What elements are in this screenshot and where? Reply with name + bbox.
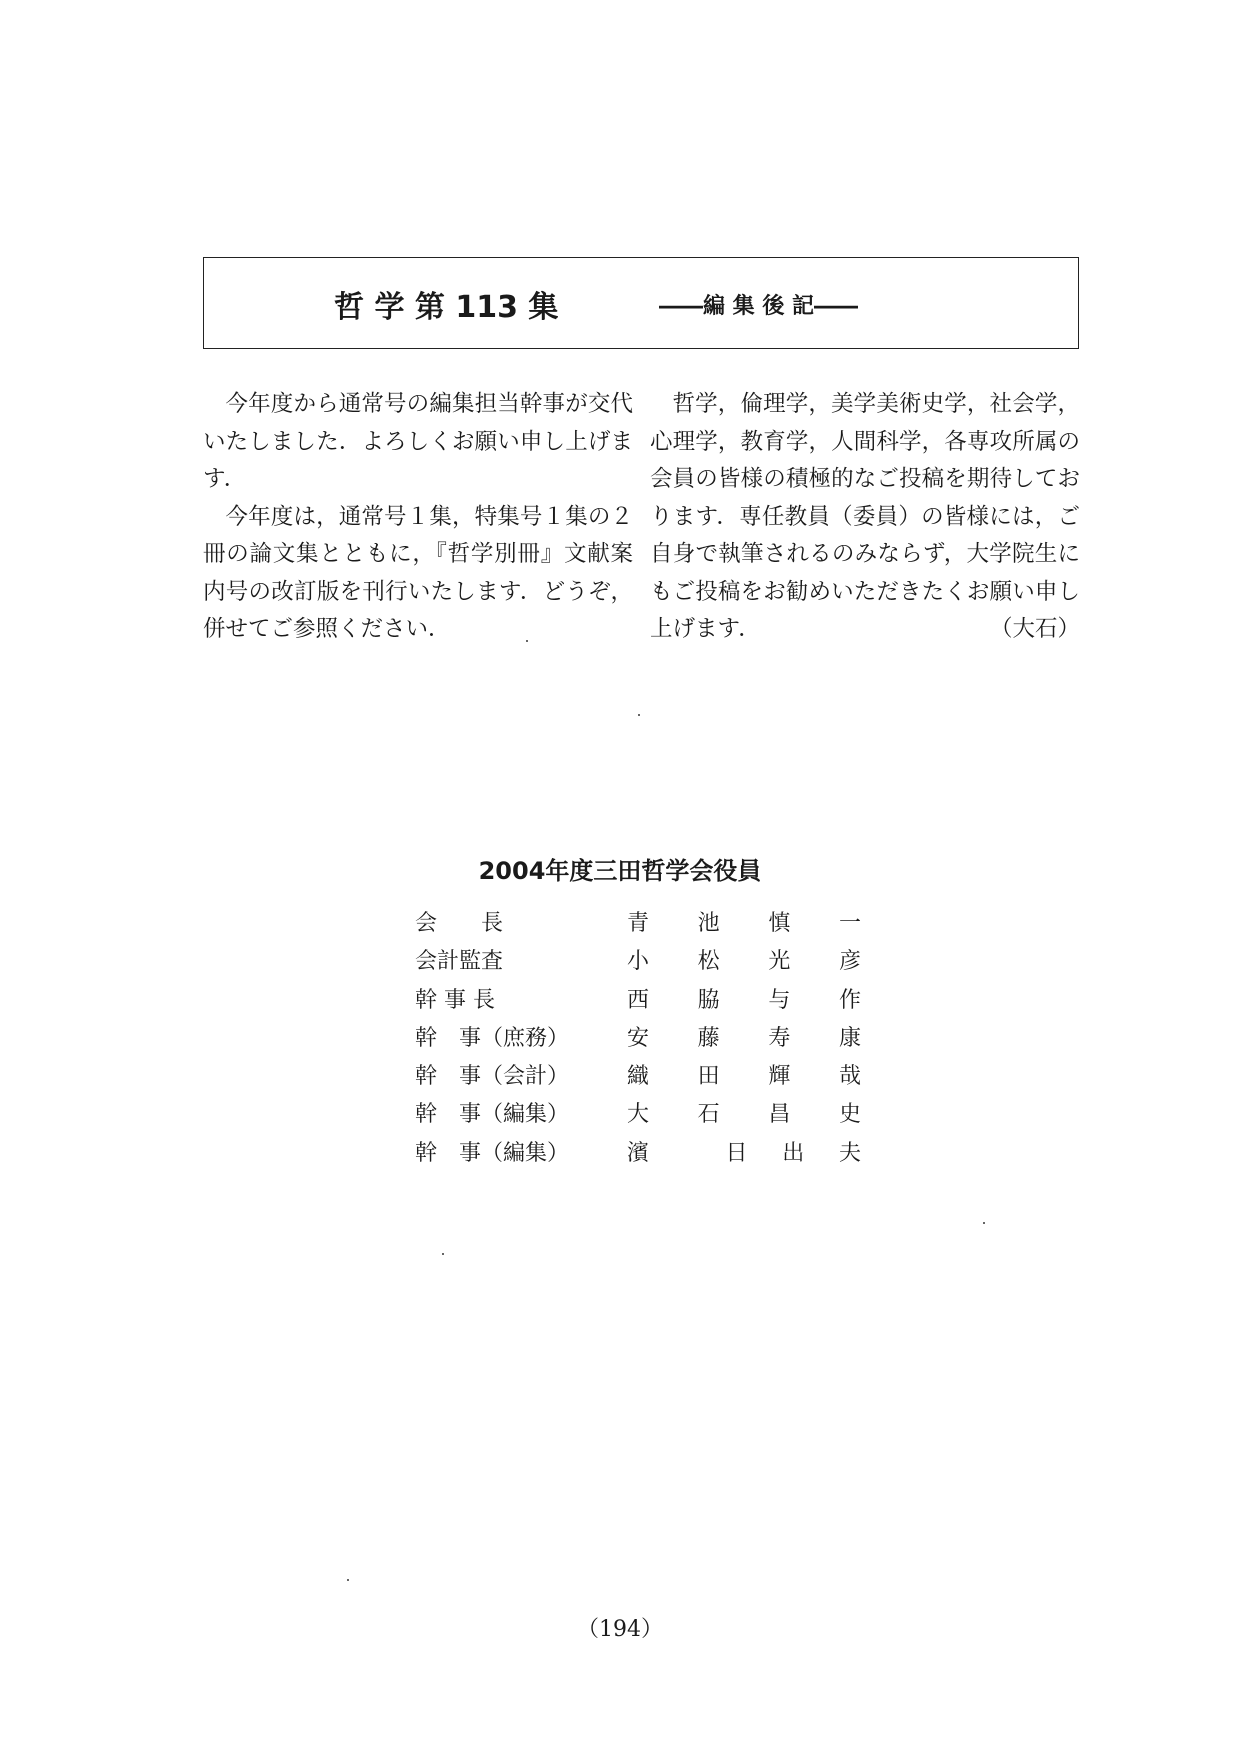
officer-role: 会計監査 bbox=[415, 949, 504, 975]
editor-signature: （大石） bbox=[989, 616, 1080, 642]
section-subtitle: ――編 集 後 記―― bbox=[659, 294, 858, 319]
officer-name: 小松光彦 bbox=[627, 949, 861, 975]
roster-title: 2004年度三田哲学会役員 bbox=[478, 857, 762, 885]
scan-speck bbox=[442, 1253, 444, 1255]
roster-row bbox=[415, 943, 865, 981]
officer-roster bbox=[415, 905, 865, 1173]
afterword-paragraph-3 bbox=[650, 386, 1080, 649]
officer-role: 幹 事（会計） bbox=[415, 1064, 570, 1090]
roster-row bbox=[415, 1058, 865, 1096]
officer-role: 幹 事（編集） bbox=[415, 1102, 570, 1128]
officer-role: 幹 事（庶務） bbox=[415, 1025, 570, 1051]
afterword-paragraph-1: 今年度から通常号の編集担当幹事が交代いたしました．よろしくお願い申し上げます． bbox=[203, 391, 633, 492]
scan-speck bbox=[638, 714, 640, 716]
roster-row bbox=[415, 1096, 865, 1134]
officer-name: 青池慎一 bbox=[627, 911, 861, 936]
journal-title: 哲 学 第 113 集 bbox=[334, 290, 559, 325]
roster-row bbox=[415, 1020, 865, 1058]
officer-name: 西脇与作 bbox=[627, 987, 861, 1013]
scan-speck bbox=[983, 1222, 985, 1224]
roster-row bbox=[415, 905, 865, 943]
officer-role: 幹 事（編集） bbox=[415, 1140, 570, 1166]
afterword-paragraph-2: 今年度は，通常号１集，特集号１集の２冊の論文集とともに，『哲学別冊』文献案内号の改訂版を刊行いたします．どうぞ，併せてご参照ください． bbox=[203, 503, 633, 642]
title-box bbox=[203, 257, 1079, 349]
officer-role: 会 長 bbox=[415, 911, 504, 936]
afterword-paragraph-3-text: 哲学，倫理学，美学美術史学，社会学，心理学，教育学，人間科学，各専攻所属の会員の皆様の積極的なご投稿を期待しております．専任教員（委員）の皆様には，ご自身で執筆されるのみならず，大学院生にもご投稿をお勧めいただきたくお願い申し上げます． bbox=[650, 391, 1080, 642]
roster-row bbox=[415, 982, 865, 1020]
page-number: （194） bbox=[577, 1617, 663, 1642]
officer-name: 安藤寿康 bbox=[627, 1025, 861, 1051]
officer-role: 幹 事 長 bbox=[415, 987, 495, 1013]
officer-name: 濱 日出夫 bbox=[627, 1140, 861, 1166]
scan-speck bbox=[347, 1579, 349, 1581]
officer-name: 織田輝哉 bbox=[627, 1064, 861, 1090]
scan-speck bbox=[526, 640, 528, 642]
afterword-left-column bbox=[203, 386, 633, 649]
afterword-right-column bbox=[650, 386, 1080, 649]
roster-row bbox=[415, 1135, 865, 1173]
officer-name: 大石昌史 bbox=[627, 1102, 861, 1128]
